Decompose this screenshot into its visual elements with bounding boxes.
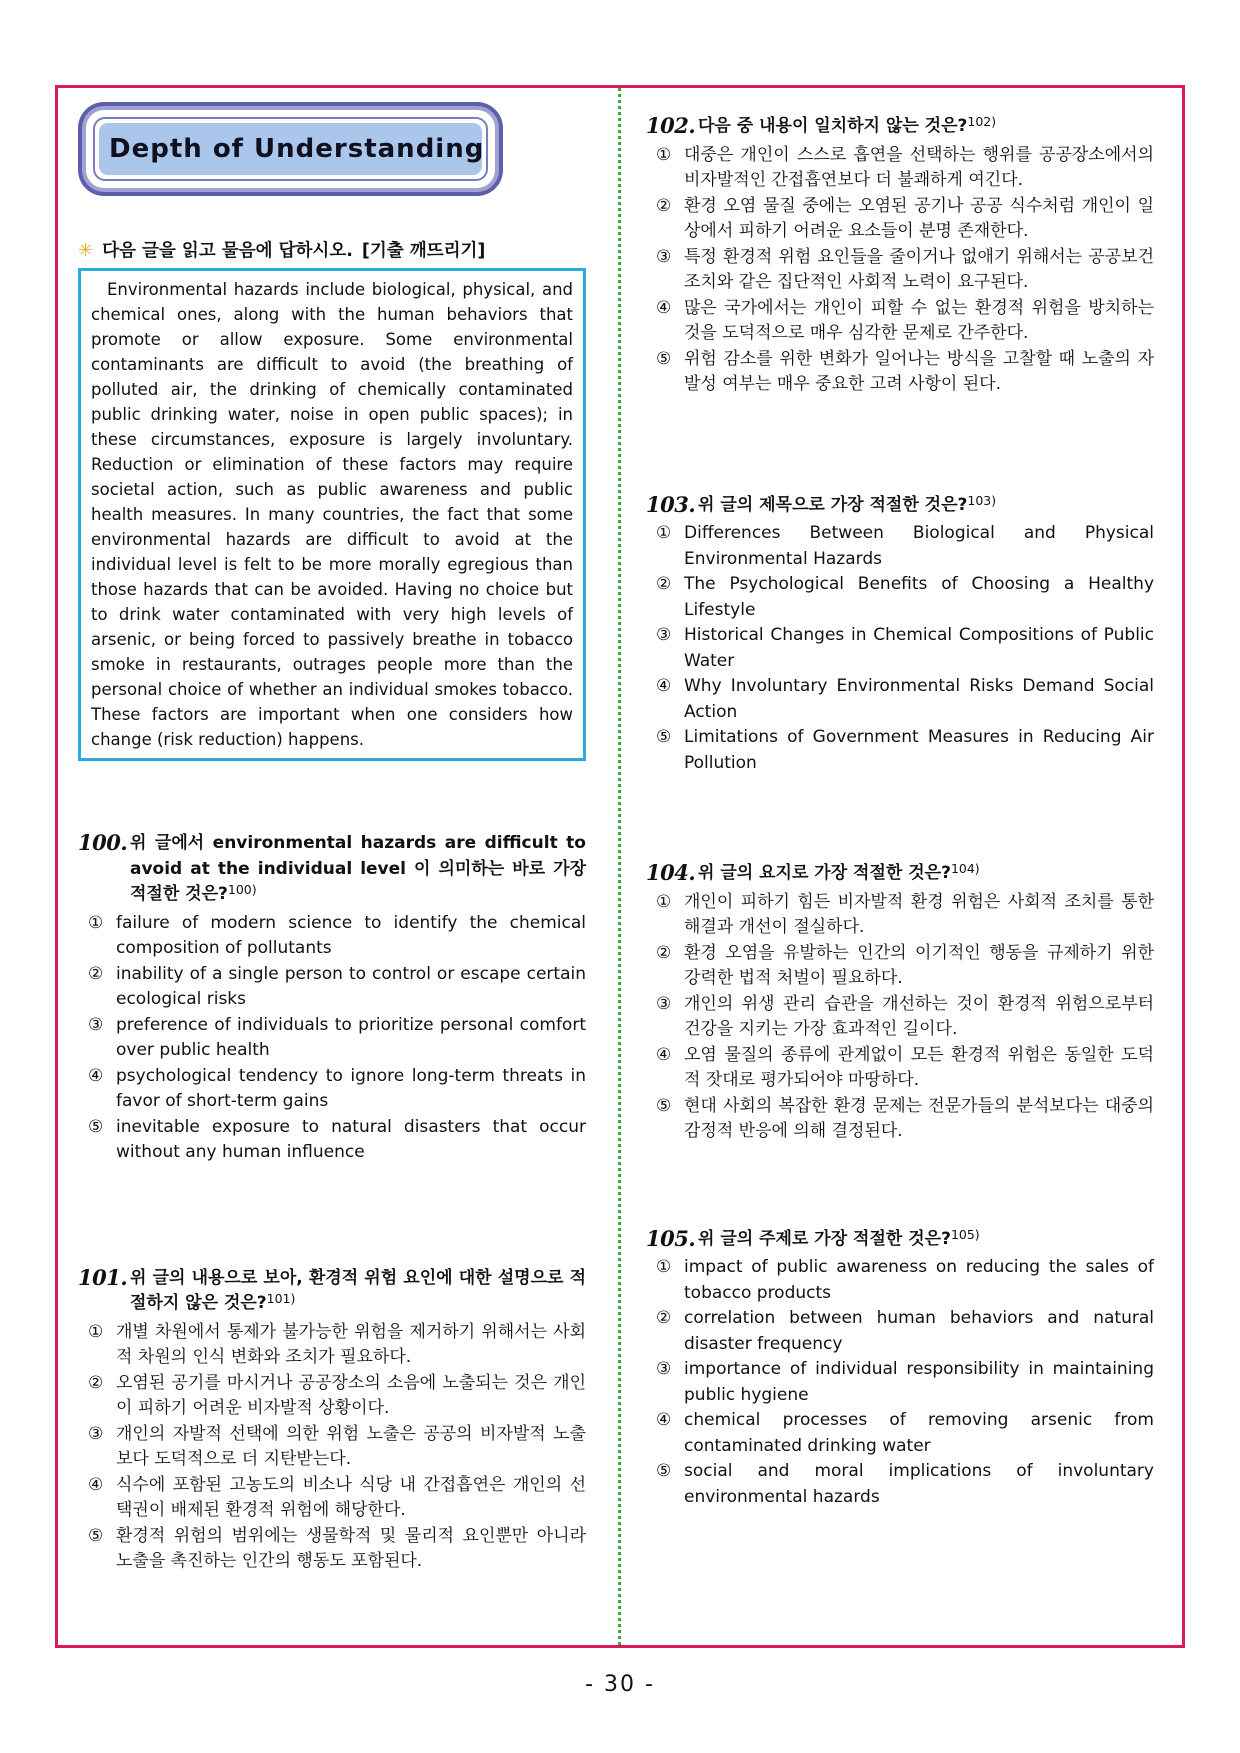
option-number-icon: ③ (656, 246, 672, 267)
question-102 (646, 114, 1154, 398)
option-text: 오염된 공기를 마시거나 공공장소의 소음에 노출되는 것은 개인이 피하기 어려운 비자발적 상황이다. (116, 1372, 586, 1418)
option-number-icon: ③ (88, 1014, 104, 1035)
answer-option (88, 1371, 586, 1422)
instruction-tag: [기출 깨뜨리기] (361, 241, 486, 261)
answer-option (656, 941, 1154, 992)
option-number-icon: ① (656, 891, 672, 912)
answer-option (656, 1094, 1154, 1145)
page-title: Depth of Understanding (99, 123, 482, 175)
answer-option (88, 1422, 586, 1473)
option-text: 환경 오염 물질 중에는 오염된 공기나 공공 식수처럼 개인이 일상에서 피하기 어려운 요소들이 분명 존재한다. (684, 195, 1154, 241)
option-text: 현대 사회의 복잡한 환경 문제는 전문가들의 분석보다는 대중의 감정적 반응에 의해 결정된다. (684, 1095, 1154, 1141)
answer-option (88, 1473, 586, 1524)
answer-option (656, 1408, 1154, 1459)
option-text: 환경 오염을 유발하는 인간의 이기적인 행동을 규제하기 위한 강력한 법적 처벌이 필요하다. (684, 942, 1154, 988)
option-text: preference of individuals to prioritize personal comfort over public health (116, 1014, 586, 1060)
question-number: 104. (646, 860, 696, 885)
question-105 (646, 1227, 1154, 1511)
footnote-marker: 103) (967, 492, 997, 508)
question-heading (78, 831, 586, 908)
answer-option (88, 1013, 586, 1064)
option-text: correlation between human behaviors and natural disaster frequency (684, 1308, 1154, 1354)
option-text: social and moral implications of involuntary environmental hazards (684, 1461, 1154, 1507)
question-prompt: 위 글의 제목으로 가장 적절한 것은?$^{103)}$ (698, 492, 997, 515)
option-number-icon: ② (88, 1372, 104, 1393)
question-prompt: 위 글의 내용으로 보아, 환경적 위험 요인에 대한 설명으로 적절하지 않은 것은?$^{101)}$ (130, 1267, 586, 1313)
title-banner (78, 102, 503, 196)
option-number-icon: ② (656, 574, 672, 594)
option-number-icon: ④ (656, 297, 672, 318)
question-prompt: 위 글의 요지로 가장 적절한 것은?$^{104)}$ (698, 861, 980, 883)
option-number-icon: ④ (656, 676, 672, 696)
footnote-marker: 104) (950, 861, 980, 876)
option-text: 특정 환경적 위험 요인들을 줄이거나 없애기 위해서는 공공보건 조치와 같은 집단적인 사회적 노력이 요구된다. (684, 246, 1154, 292)
reading-passage: Environmental hazards include biological, physical, and chemical ones, along with the human behaviors that promote or allow exposure. Some environmental contaminants are difficult to avoid (the breathing of polluted air, the drinking of chemically contaminated public drinking water, noise in open public spaces); in these circumstances, exposure is largely involuntary. Reduction or elimination of these factors may require societal action, such as public awareness and public health measures. In many countries, the fact that some environmental hazards are difficult to avoid at the individual level is felt to be more morally egregious than those hazards that can be avoided. Having no choice but to drink water contaminated with very high levels of arsenic, or being forced to passively breathe in tobacco smoke in restaurants, outrages people more than the personal choice of whether an individual smokes tobacco. These factors are important when one considers how change (risk reduction) happens. (78, 268, 586, 761)
option-text: Historical Changes in Chemical Compositions of Public Water (684, 625, 1154, 671)
option-number-icon: ⑤ (656, 1461, 672, 1481)
option-number-icon: ① (88, 912, 104, 933)
option-text: 환경적 위험의 범위에는 생물학적 및 물리적 요인뿐만 아니라 노출을 촉진하는 인간의 행동도 포함된다. (116, 1525, 586, 1571)
answer-option (88, 1064, 586, 1115)
question-number: 103. (646, 491, 696, 517)
option-text: inability of a single person to control or escape certain ecological risks (116, 963, 586, 1009)
options-list (646, 143, 1154, 398)
option-text: inevitable exposure to natural disasters that occur without any human influence (116, 1116, 586, 1162)
option-number-icon: ⑤ (88, 1116, 104, 1137)
option-text: Why Involuntary Environmental Risks Demand Social Action (684, 676, 1154, 722)
column-divider (618, 88, 621, 1645)
answer-option (88, 962, 586, 1013)
page-number: - 30 - (585, 1672, 655, 1697)
options-list (78, 1320, 586, 1575)
option-number-icon: ③ (656, 1359, 672, 1379)
page-frame (55, 85, 1185, 1648)
right-column (646, 88, 1154, 1510)
question-prompt: 다음 중 내용이 일치하지 않는 것은?$^{102)}$ (698, 114, 997, 136)
option-text: psychological tendency to ignore long-term threats in favor of short-term gains (116, 1065, 586, 1111)
answer-option (656, 347, 1154, 398)
question-103 (646, 493, 1154, 777)
option-number-icon: ③ (88, 1423, 104, 1444)
option-number-icon: ① (656, 144, 672, 165)
flower-icon: ✳ (78, 240, 94, 261)
question-prompt: 위 글의 주제로 가장 적절한 것은?$^{105)}$ (698, 1226, 980, 1249)
option-text: 대중은 개인이 스스로 흡연을 선택하는 행위를 공공장소에서의 비자발적인 간접흡연보다 더 불쾌하게 여긴다. (684, 144, 1154, 190)
question-number: 102. (646, 113, 696, 138)
question-104 (646, 861, 1154, 1145)
answer-option (656, 725, 1154, 776)
option-number-icon: ① (88, 1321, 104, 1342)
left-column (78, 88, 586, 1575)
option-number-icon: ③ (656, 625, 672, 645)
option-text: 개인의 자발적 선택에 의한 위험 노출은 공공의 비자발적 노출보다 도덕적으로 더 지탄받는다. (116, 1423, 586, 1469)
answer-option (656, 1043, 1154, 1094)
answer-option (88, 1524, 586, 1575)
option-text: 오염 물질의 종류에 관계없이 모든 환경적 위험은 동일한 도덕적 잣대로 평가되어야 마땅하다. (684, 1044, 1154, 1090)
answer-option (656, 992, 1154, 1043)
option-number-icon: ① (656, 1257, 672, 1277)
option-number-icon: ④ (656, 1044, 672, 1065)
answer-option (88, 1115, 586, 1166)
question-number: 101. (78, 1264, 128, 1290)
option-text: 개인이 피하기 힘든 비자발적 환경 위험은 사회적 조치를 통한 해결과 개선이 절실하다. (684, 891, 1154, 937)
answer-option (656, 296, 1154, 347)
footnote-marker: 100) (227, 882, 257, 897)
option-text: 위험 감소를 위한 변화가 일어나는 방식을 고찰할 때 노출의 자발성 여부는 매우 중요한 고려 사항이 된다. (684, 348, 1154, 394)
option-text: failure of modern science to identify the chemical composition of pollutants (116, 912, 586, 958)
question-number: 100. (78, 830, 128, 855)
option-number-icon: ⑤ (656, 1095, 672, 1116)
option-number-icon: ④ (88, 1065, 104, 1086)
footnote-marker: 102) (967, 114, 997, 129)
answer-option (88, 911, 586, 962)
instruction-line (78, 238, 586, 264)
option-text: 많은 국가에서는 개인이 피할 수 없는 환경적 위험을 방치하는 것을 도덕적으로 매우 심각한 문제로 간주한다. (684, 297, 1154, 343)
option-number-icon: ③ (656, 993, 672, 1014)
option-text: 개별 차원에서 통제가 불가능한 위험을 제거하기 위해서는 사회적 차원의 인식 변화와 조치가 필요하다. (116, 1321, 586, 1367)
option-text: chemical processes of removing arsenic from contaminated drinking water (684, 1410, 1154, 1456)
question-number: 105. (646, 1225, 696, 1251)
answer-option (656, 572, 1154, 623)
answer-option (656, 1459, 1154, 1510)
question-heading (78, 1266, 586, 1317)
question-heading (646, 861, 1154, 887)
answer-option (656, 1306, 1154, 1357)
answer-option (656, 245, 1154, 296)
question-prompt: 위 글에서 environmental hazards are difficult to avoid at the individual level 이 의미하는 바로 가장 적절한 것은?$^{100)}$ (130, 833, 586, 904)
answer-option (656, 521, 1154, 572)
question-heading (646, 114, 1154, 140)
option-number-icon: ② (656, 195, 672, 216)
option-number-icon: ⑤ (656, 727, 672, 747)
option-number-icon: ① (656, 523, 672, 543)
answer-option (656, 194, 1154, 245)
option-number-icon: ⑤ (88, 1525, 104, 1546)
option-text: Differences Between Biological and Physical Environmental Hazards (684, 523, 1154, 569)
answer-option (656, 143, 1154, 194)
option-number-icon: ④ (88, 1474, 104, 1495)
answer-option (88, 1320, 586, 1371)
option-text: Limitations of Government Measures in Reducing Air Pollution (684, 727, 1154, 773)
option-text: impact of public awareness on reducing the sales of tobacco products (684, 1257, 1154, 1303)
question-101 (78, 1266, 586, 1575)
answer-option (656, 623, 1154, 674)
option-number-icon: ② (88, 963, 104, 984)
option-text: 개인의 위생 관리 습관을 개선하는 것이 환경적 위험으로부터 건강을 지키는 가장 효과적인 길이다. (684, 993, 1154, 1039)
footnote-marker: 105) (950, 1226, 980, 1242)
answer-option (656, 674, 1154, 725)
option-number-icon: ② (656, 1308, 672, 1328)
option-text: The Psychological Benefits of Choosing a Healthy Lifestyle (684, 574, 1154, 620)
options-list (646, 890, 1154, 1145)
options-list (78, 911, 586, 1166)
option-number-icon: ④ (656, 1410, 672, 1430)
question-heading (646, 493, 1154, 519)
answer-option (656, 1255, 1154, 1306)
question-100 (78, 831, 586, 1166)
instruction-text: 다음 글을 읽고 물음에 답하시오. (102, 241, 353, 261)
option-text: 식수에 포함된 고농도의 비소나 식당 내 간접흡연은 개인의 선택권이 배제된 환경적 위험에 해당한다. (116, 1474, 586, 1520)
options-list (646, 521, 1154, 776)
option-number-icon: ② (656, 942, 672, 963)
question-heading (646, 1227, 1154, 1253)
option-text: importance of individual responsibility in maintaining public hygiene (684, 1359, 1154, 1405)
footnote-marker: 101) (266, 1291, 296, 1306)
answer-option (656, 890, 1154, 941)
options-list (646, 1255, 1154, 1510)
answer-option (656, 1357, 1154, 1408)
option-number-icon: ⑤ (656, 348, 672, 369)
